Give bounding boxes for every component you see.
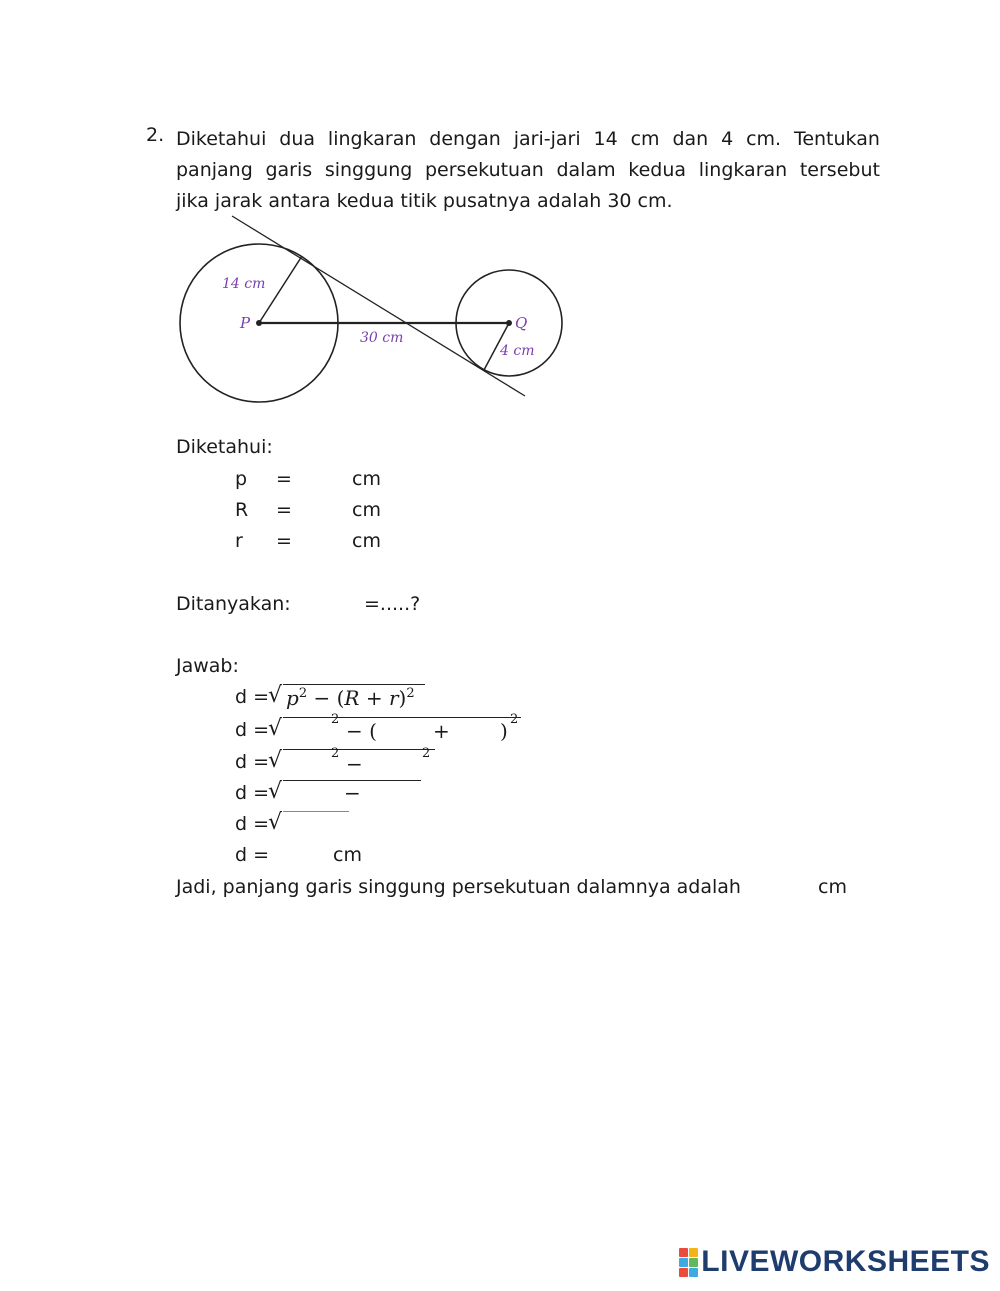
logo-tile-2 <box>689 1248 698 1257</box>
step3-minus: − <box>346 752 363 776</box>
step3-exp-2: 2 <box>422 746 431 761</box>
step5-sqrt-icon: √ <box>268 810 283 835</box>
question-word: panjang <box>176 159 253 181</box>
step1-sqrt-bar <box>283 684 425 685</box>
question-word: persekutuan <box>425 159 544 181</box>
step2-close: ) <box>500 719 508 743</box>
step3-sqrt-bar <box>283 749 435 750</box>
step1-formula: $p^2 - (R + r)^2$ <box>286 686 415 710</box>
logo-tile-1 <box>679 1248 688 1257</box>
step4-minus: − <box>344 781 361 805</box>
step2-exp-2: 2 <box>510 712 519 727</box>
question-word: cm. <box>746 128 782 150</box>
known-title: Diketahui: <box>176 436 273 458</box>
step4-d-label: d = <box>235 782 270 804</box>
question-word: dan <box>672 128 709 150</box>
label-distance-30: 30 cm <box>360 330 404 346</box>
step6-unit: cm <box>333 844 362 866</box>
step6-d-label: d = <box>235 844 270 866</box>
step3-exp-1: 2 <box>331 746 340 761</box>
step2-d-label: d = <box>235 719 270 741</box>
question-text <box>176 124 880 217</box>
step1-sqrt-icon: √ <box>268 683 283 708</box>
question-line-3: jika jarak antara kedua titik pusatnya adalah 30 cm. <box>176 190 673 212</box>
logo-tile-4 <box>689 1258 698 1267</box>
question-line-1 <box>176 124 880 155</box>
logo-tile-3 <box>679 1258 688 1267</box>
question-word: 14 <box>593 128 618 150</box>
question-word: dalam <box>556 159 616 181</box>
step1-d-label: d = <box>235 686 270 708</box>
known-eq-R: = <box>276 499 292 521</box>
question-word: 4 <box>721 128 734 150</box>
step5-sqrt-bar <box>283 811 349 812</box>
asked-value: =.....? <box>364 593 421 615</box>
logo-grid-icon <box>679 1248 698 1277</box>
question-word: Tentukan <box>793 128 880 150</box>
center-q <box>506 320 512 326</box>
step2-minus-paren: − ( <box>346 719 377 743</box>
question-word: jari-jari <box>513 128 581 150</box>
logo-tile-6 <box>689 1268 698 1277</box>
step3-d-label: d = <box>235 751 270 773</box>
answer-title: Jawab: <box>176 655 239 677</box>
step2-sqrt-icon: √ <box>268 716 283 741</box>
logo-tile-5 <box>679 1268 688 1277</box>
label-radius-4: 4 cm <box>500 343 535 359</box>
question-line-2 <box>176 155 880 186</box>
question-word: lingkaran <box>327 128 417 150</box>
known-unit-R: cm <box>352 499 381 521</box>
question-word: kedua <box>628 159 687 181</box>
question-word: dengan <box>429 128 501 150</box>
logo-text: LIVEWORKSHEETS <box>701 1245 990 1278</box>
known-unit-p: cm <box>352 468 381 490</box>
conclusion-text: Jadi, panjang garis singgung persekutuan dalamnya adalah <box>176 876 741 898</box>
known-var-p: p <box>235 468 248 490</box>
question-number: 2. <box>146 124 165 146</box>
question-word: dua <box>279 128 316 150</box>
known-var-R: R <box>235 499 249 521</box>
known-eq-r: = <box>276 530 292 552</box>
known-eq-p: = <box>276 468 292 490</box>
label-q: Q <box>515 314 528 332</box>
step2-sqrt-bar <box>283 717 521 718</box>
label-p: P <box>240 314 251 332</box>
step2-exp-1: 2 <box>331 712 340 727</box>
center-p <box>256 320 262 326</box>
step5-d-label: d = <box>235 813 270 835</box>
radius-p <box>259 256 302 323</box>
question-word: cm <box>630 128 660 150</box>
step2-plus: + <box>433 719 450 743</box>
conclusion-unit: cm <box>818 876 847 898</box>
step4-sqrt-icon: √ <box>268 779 283 804</box>
known-var-r: r <box>235 530 243 552</box>
label-radius-14: 14 cm <box>222 276 266 292</box>
step3-sqrt-icon: √ <box>268 748 283 773</box>
tangent-circles-figure <box>170 208 570 408</box>
question-word: Diketahui <box>176 128 267 150</box>
asked-title: Ditanyakan: <box>176 593 291 615</box>
tangent-line <box>232 216 528 396</box>
question-word: garis <box>265 159 313 181</box>
known-unit-r: cm <box>352 530 381 552</box>
question-word: lingkaran <box>698 159 788 181</box>
question-word: tersebut <box>799 159 880 181</box>
question-word: singgung <box>324 159 413 181</box>
liveworksheets-logo <box>679 1245 990 1279</box>
